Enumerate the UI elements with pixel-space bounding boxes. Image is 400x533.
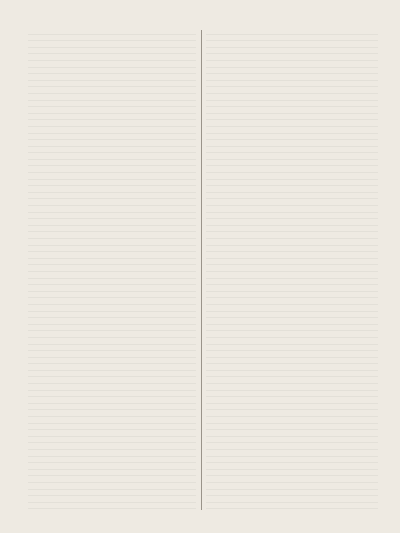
entry-row — [28, 279, 196, 286]
entry-row — [206, 134, 378, 141]
column-divider — [201, 30, 202, 510]
entry-row — [206, 404, 378, 411]
entry-row — [28, 417, 196, 424]
entry-row — [28, 87, 196, 94]
entry-row — [28, 443, 196, 450]
entry-row — [206, 180, 378, 187]
entry-row — [206, 476, 378, 483]
entry-row — [28, 351, 196, 358]
entry-row — [28, 410, 196, 417]
entry-row — [206, 127, 378, 134]
entry-row — [206, 397, 378, 404]
entry-row — [206, 305, 378, 312]
entry-row — [206, 490, 378, 497]
page-header — [26, 12, 378, 22]
entry-row — [28, 147, 196, 154]
entry-row — [28, 292, 196, 299]
entry-row — [28, 345, 196, 352]
entry-row — [28, 424, 196, 431]
entry-row — [28, 94, 196, 101]
entry-row — [206, 160, 378, 167]
entry-row — [206, 28, 378, 35]
entry-row — [28, 463, 196, 470]
entry-row — [206, 54, 378, 61]
entry-row — [28, 377, 196, 384]
entry-row — [28, 48, 196, 55]
entry-row — [28, 35, 196, 42]
entry-row — [28, 226, 196, 233]
entry-row — [206, 391, 378, 398]
entry-row — [28, 318, 196, 325]
entry-row — [28, 312, 196, 319]
entry-row — [206, 318, 378, 325]
entry-row — [28, 272, 196, 279]
entry-row — [28, 101, 196, 108]
entry-row — [206, 35, 378, 42]
entry-row — [206, 81, 378, 88]
entry-row — [28, 252, 196, 259]
entry-row — [28, 193, 196, 200]
entry-row — [28, 134, 196, 141]
entry-row — [28, 305, 196, 312]
entry-row — [28, 450, 196, 457]
entry-row — [28, 239, 196, 246]
entry-row — [206, 232, 378, 239]
left-column — [28, 28, 196, 513]
entry-row — [28, 430, 196, 437]
entry-row — [28, 325, 196, 332]
entry-row — [206, 213, 378, 220]
entry-row — [206, 351, 378, 358]
entry-row — [206, 272, 378, 279]
entry-row — [206, 193, 378, 200]
entry-row — [28, 338, 196, 345]
entry-row — [206, 259, 378, 266]
entry-row — [206, 338, 378, 345]
entry-row — [206, 153, 378, 160]
entry-row — [28, 54, 196, 61]
entry-row — [206, 226, 378, 233]
entry-row — [28, 298, 196, 305]
entry-row — [28, 68, 196, 75]
entry-row — [28, 74, 196, 81]
entry-row — [28, 120, 196, 127]
entry-row — [28, 457, 196, 464]
entry-row — [206, 496, 378, 503]
entry-row — [206, 463, 378, 470]
entry-row — [28, 358, 196, 365]
entry-row — [206, 503, 378, 510]
entry-row — [28, 470, 196, 477]
entry-row — [206, 147, 378, 154]
entry-row — [28, 371, 196, 378]
entry-row — [28, 186, 196, 193]
entry-row — [206, 94, 378, 101]
entry-row — [28, 127, 196, 134]
entry-row — [206, 292, 378, 299]
entry-row — [28, 384, 196, 391]
entry-row — [206, 509, 378, 513]
entry-row — [206, 120, 378, 127]
entry-row — [206, 265, 378, 272]
entry-row — [28, 213, 196, 220]
entry-row — [206, 364, 378, 371]
entry-row — [28, 265, 196, 272]
entry-row — [28, 483, 196, 490]
entry-row — [206, 331, 378, 338]
entry-row — [206, 61, 378, 68]
entry-row — [28, 28, 196, 35]
entry-row — [206, 437, 378, 444]
entry-row — [28, 166, 196, 173]
entry-row — [206, 246, 378, 253]
entry-row — [28, 180, 196, 187]
entry-row — [28, 160, 196, 167]
entry-row — [206, 371, 378, 378]
entry-row — [206, 279, 378, 286]
entry-row — [28, 206, 196, 213]
entry-row — [28, 41, 196, 48]
entry-row — [206, 199, 378, 206]
entry-row — [28, 153, 196, 160]
entry-row — [28, 61, 196, 68]
entry-row — [28, 331, 196, 338]
entry-row — [206, 285, 378, 292]
entry-row — [206, 206, 378, 213]
entry-row — [206, 219, 378, 226]
entry-row — [206, 417, 378, 424]
entry-row — [28, 496, 196, 503]
entry-row — [206, 186, 378, 193]
entry-row — [206, 410, 378, 417]
entry-row — [206, 114, 378, 121]
entry-row — [206, 252, 378, 259]
entry-row — [206, 345, 378, 352]
entry-row — [28, 199, 196, 206]
entry-row — [206, 430, 378, 437]
entry-row — [206, 166, 378, 173]
entry-row — [28, 219, 196, 226]
entry-row — [28, 81, 196, 88]
entry-row — [206, 377, 378, 384]
entry-row — [206, 107, 378, 114]
entry-row — [28, 503, 196, 510]
entry-row — [28, 232, 196, 239]
entry-row — [206, 483, 378, 490]
entry-row — [206, 443, 378, 450]
entry-row — [206, 470, 378, 477]
entry-row — [206, 450, 378, 457]
entry-row — [28, 259, 196, 266]
entry-row — [28, 490, 196, 497]
entry-row — [28, 364, 196, 371]
entry-row — [28, 114, 196, 121]
entry-row — [206, 68, 378, 75]
entry-row — [206, 325, 378, 332]
entry-row — [28, 509, 196, 513]
entry-row — [28, 173, 196, 180]
entry-row — [206, 74, 378, 81]
entry-row — [206, 101, 378, 108]
entry-row — [28, 391, 196, 398]
entry-row — [206, 173, 378, 180]
entry-row — [206, 424, 378, 431]
entry-row — [206, 41, 378, 48]
entry-row — [28, 437, 196, 444]
right-column — [206, 28, 378, 513]
entry-row — [28, 404, 196, 411]
entry-row — [206, 457, 378, 464]
entry-row — [28, 246, 196, 253]
entry-row — [206, 312, 378, 319]
entry-row — [206, 384, 378, 391]
entry-row — [28, 285, 196, 292]
entry-row — [206, 239, 378, 246]
entry-row — [206, 87, 378, 94]
entry-row — [206, 48, 378, 55]
entry-row — [28, 140, 196, 147]
entry-row — [28, 476, 196, 483]
entry-row — [206, 358, 378, 365]
entry-row — [206, 140, 378, 147]
entry-row — [28, 107, 196, 114]
entry-row — [206, 298, 378, 305]
entry-row — [28, 397, 196, 404]
